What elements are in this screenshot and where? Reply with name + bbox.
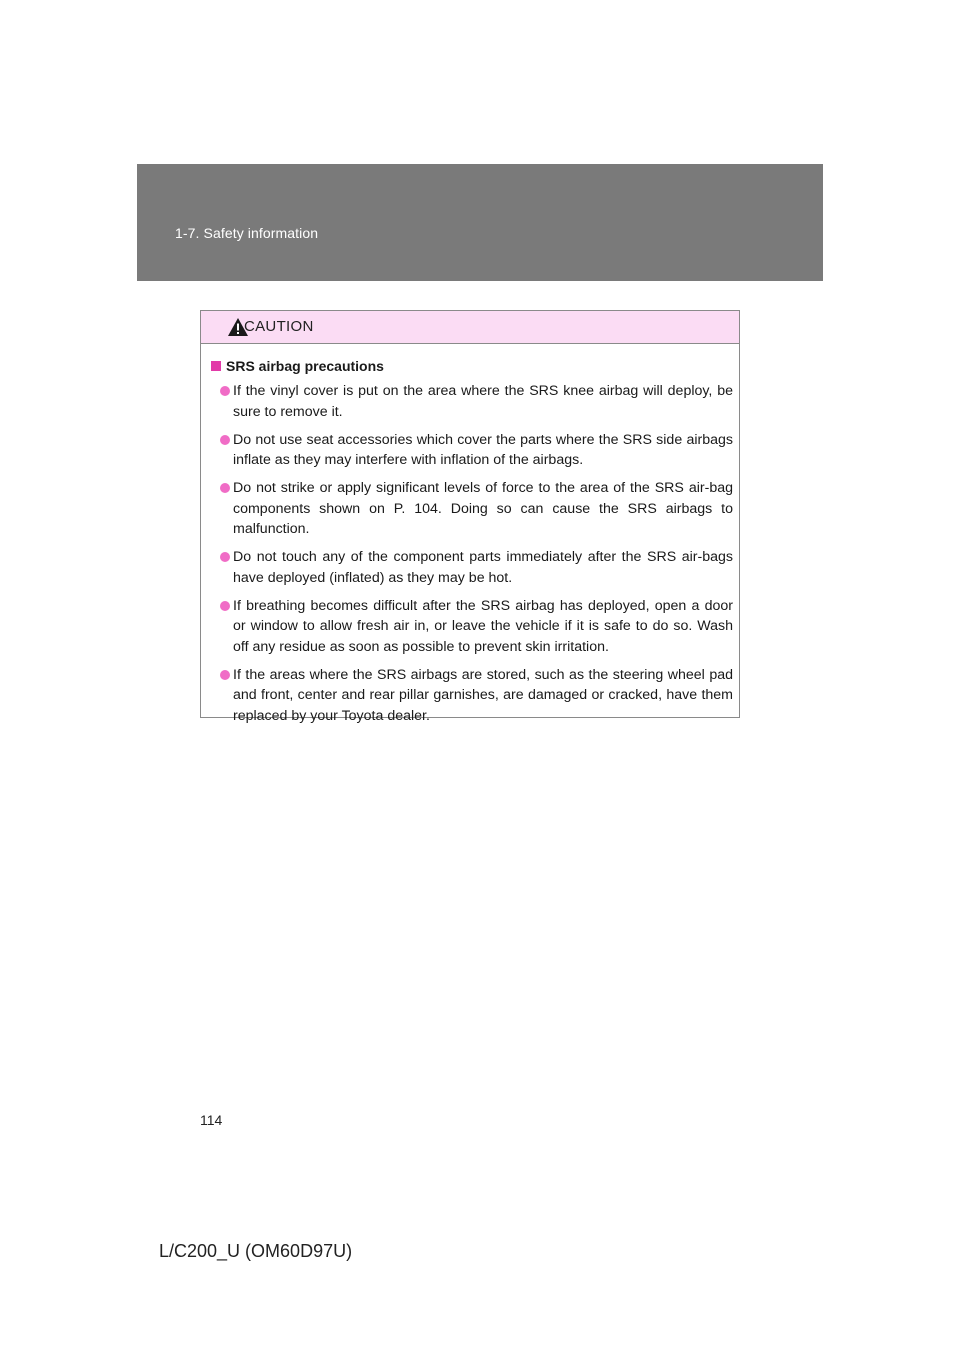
list-item-text: If the areas where the SRS airbags are stored, such as the steering wheel pad and front, center and rear pillar garnishes, are damaged or cracked, have them replaced by your Toyota dealer. <box>233 666 733 724</box>
caution-header <box>201 311 739 344</box>
list-item <box>211 478 733 540</box>
bullet-dot-icon <box>220 435 230 445</box>
caution-list <box>211 381 733 726</box>
list-item <box>211 381 733 422</box>
list-item <box>211 547 733 588</box>
caution-body <box>201 344 739 726</box>
list-item-text: If breathing becomes difficult after the SRS airbag has deployed, open a door or window to allow fresh air in, or leave the vehicle if it is safe to do so. Wash off any residue as soon as possible to prevent skin irritation. <box>233 597 733 655</box>
bullet-dot-icon <box>220 386 230 396</box>
caution-box <box>200 310 740 724</box>
bullet-dot-icon <box>220 483 230 493</box>
page-number: 114 <box>200 1112 223 1128</box>
list-item <box>211 430 733 471</box>
bullet-dot-icon <box>220 601 230 611</box>
section-heading-text: SRS airbag precautions <box>226 358 384 374</box>
list-item-text: Do not strike or apply significant levels of force to the area of the SRS air-bag components shown on P. 104. Doing so can cause the SRS airbags to malfunction. <box>233 480 733 537</box>
section-label: 1-7. Safety information <box>175 225 319 241</box>
caution-title: CAUTION <box>244 318 314 335</box>
list-item <box>211 665 733 727</box>
bullet-dot-icon <box>220 552 230 562</box>
list-item-text: If the vinyl cover is put on the area where the SRS knee airbag will deploy, be sure to remove it. <box>233 383 733 420</box>
square-bullet-icon <box>211 361 221 371</box>
section-heading <box>211 356 733 376</box>
header-band <box>137 164 823 281</box>
document-code: L/C200_U (OM60D97U) <box>159 1241 353 1261</box>
list-item-text: Do not use seat accessories which cover the parts where the SRS side airbags inflate as they may interfere with inflation of the airbags. <box>233 431 733 468</box>
bullet-dot-icon <box>220 670 230 680</box>
list-item <box>211 596 733 658</box>
list-item-text: Do not touch any of the component parts immediately after the SRS air-bags have deployed (inflated) as they may be hot. <box>233 549 733 586</box>
